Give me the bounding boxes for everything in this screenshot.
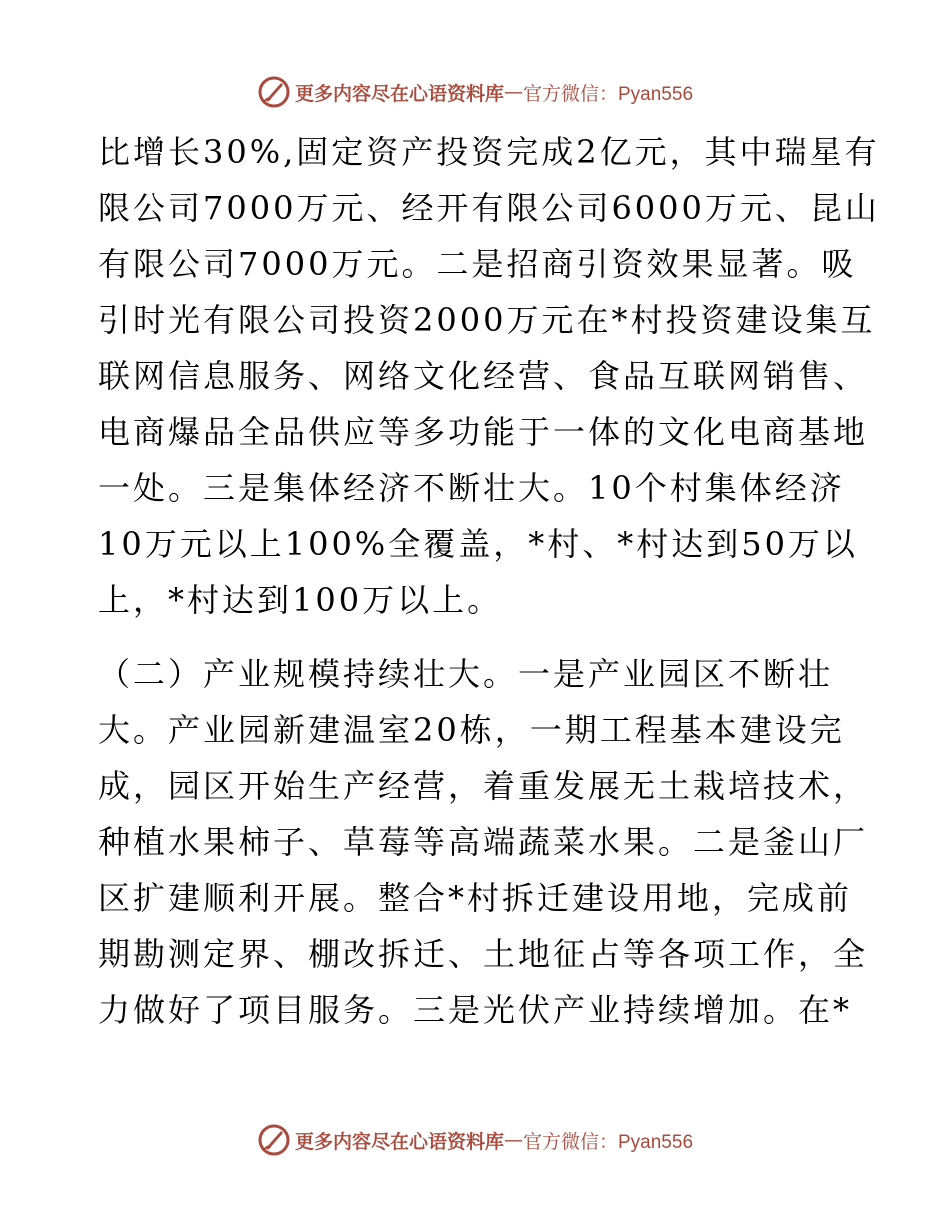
text-line: 引时光有限公司投资2000万元在*村投资建设集互 (98, 301, 876, 339)
text-line: 期勘测定界、棚改拆迁、土地征占等各项工作，全 (98, 935, 869, 973)
paragraph-1 (98, 124, 880, 628)
banner-account-text: 官方微信：Pyan556 (523, 1131, 694, 1153)
feather-pen-icon (257, 1123, 291, 1157)
text-line: 10万元以上100%全覆盖，*村、*村达到50万以 (98, 525, 858, 563)
banner-separator: — (504, 1129, 523, 1151)
banner-main-text: 更多内容尽在心语资料库 (294, 1130, 504, 1153)
text-line: 力做好了项目服务。三是光伏产业持续增加。在* (98, 991, 853, 1029)
banner-separator: — (504, 81, 523, 103)
header-banner (0, 72, 950, 112)
feather-pen-icon (257, 75, 291, 109)
text-line: 种植水果柿子、草莓等高端蔬菜水果。二是釜山厂 (98, 823, 869, 861)
text-line: 电商爆品全品供应等多功能于一体的文化电商基地 (98, 413, 869, 451)
text-line: 有限公司7000万元。二是招商引资效果显著。吸 (98, 245, 857, 283)
banner-account-text: 官方微信：Pyan556 (523, 83, 694, 105)
footer-banner (0, 1120, 950, 1160)
paragraph-2 (98, 646, 869, 1038)
text-line: 联网信息服务、网络文化经营、食品互联网销售、 (98, 357, 869, 395)
text-line: 一处。三是集体经济不断壮大。10个村集体经济 (98, 469, 845, 507)
text-line: 大。产业园新建温室20栋，一期工程基本建设完 (98, 711, 845, 749)
banner-main-text: 更多内容尽在心语资料库 (294, 82, 504, 105)
text-line: 比增长30%,固定资产投资完成2亿元，其中瑞星有 (98, 133, 880, 171)
text-line: 限公司7000万元、经开有限公司6000万元、昆山 (98, 189, 880, 227)
text-line: 上，*村达到100万以上。 (98, 581, 503, 619)
text-line: （二）产业规模持续壮大。一是产业园区不断壮 (98, 655, 834, 693)
text-line: 区扩建顺利开展。整合*村拆迁建设用地，完成前 (98, 879, 853, 917)
document-body (98, 124, 880, 1038)
text-line: 成，园区开始生产经营，着重发展无土栽培技术， (98, 767, 869, 805)
